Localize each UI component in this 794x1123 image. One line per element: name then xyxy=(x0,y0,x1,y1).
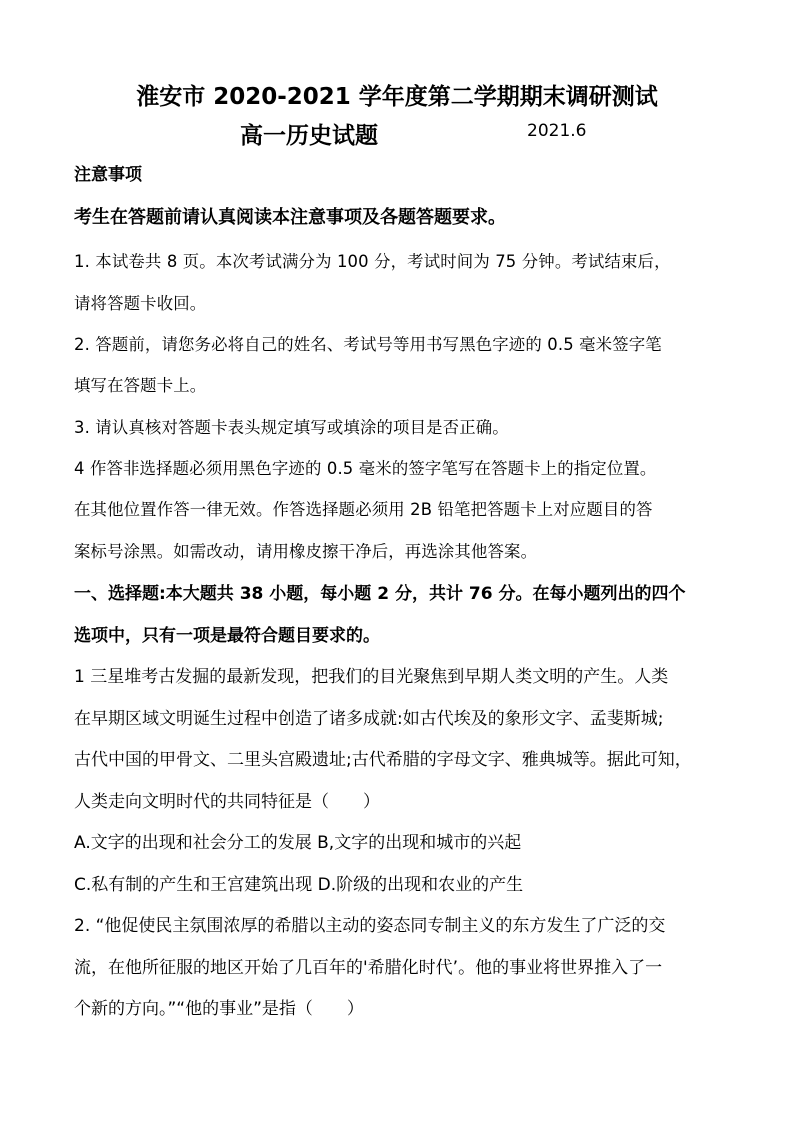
notice-line: 请将答题卡收回。 xyxy=(74,294,207,313)
question-1-text: 古代中国的甲骨文、二里头宫殿遗址;古代希腊的字母文字、雅典城等。据此可知， xyxy=(74,750,692,770)
question-2-text: 流，在他所征服的地区开始了几百年的'希腊化时代’。他的事业将世界推入了一 xyxy=(74,958,663,978)
exam-title: 淮安市 2020-2021 学年度第二学期期末调研测试 xyxy=(136,84,658,110)
question-1-text: 在早期区域文明诞生过程中创造了诸多成就:如古代埃及的象形文字、孟斐斯城; xyxy=(74,709,664,729)
question-2-text: 个新的方向。”“他的事业”是指（ ） xyxy=(74,999,364,1019)
notice-heading: 注意事项 xyxy=(74,165,142,185)
question-1-text: 1 三星堆考古发掘的最新发现，把我们的目光聚焦到早期人类文明的产生。人类 xyxy=(74,667,669,687)
notice-line: 案标号涂黑。如需改动，请用橡皮擦干净后，再选涂其他答案。 xyxy=(74,542,538,561)
question-2-text: 2. “他促使民主氛围浓厚的希腊以主动的姿态同专制主义的东方发生了广泛的交 xyxy=(74,916,666,936)
question-1-option: C.私有制的产生和王宫建筑出现 D.阶级的出现和农业的产生 xyxy=(74,875,524,895)
question-1-option: A.文字的出现和社会分工的发展 B,文字的出现和城市的兴起 xyxy=(74,833,522,853)
question-1-text: 人类走向文明时代的共同特征是（ ） xyxy=(74,792,380,812)
notice-line: 3. 请认真核对答题卡表头规定填写或填涂的项目是否正确。 xyxy=(74,418,509,437)
exam-date: 2021.6 xyxy=(527,121,587,141)
exam-subtitle: 高一历史试题 xyxy=(240,123,378,149)
notice-intro: 考生在答题前请认真阅读本注意事项及各题答题要求。 xyxy=(74,207,506,228)
section-heading: 选项中，只有一项是最符合题目要求的。 xyxy=(74,626,380,646)
notice-line: 1. 本试卷共 8 页。本次考试满分为 100 分，考试时间为 75 分钟。考试结束后， xyxy=(74,252,671,271)
notice-line: 填写在答题卡上。 xyxy=(74,376,207,395)
notice-line: 4 作答非选择题必须用黑色字迹的 0.5 毫米的签字笔写在答题卡上的指定位置。 xyxy=(74,459,657,478)
notice-line: 在其他位置作答一律无效。作答选择题必须用 2B 铅笔把答题卡上对应题目的答 xyxy=(74,500,653,519)
section-heading: 一、选择题:本大题共 38 小题，每小题 2 分，共计 76 分。在每小题列出的四个 xyxy=(74,584,686,604)
notice-line: 2. 答题前，请您务必将自己的姓名、考试号等用书写黑色字迹的 0.5 毫米签字笔 xyxy=(74,335,662,354)
